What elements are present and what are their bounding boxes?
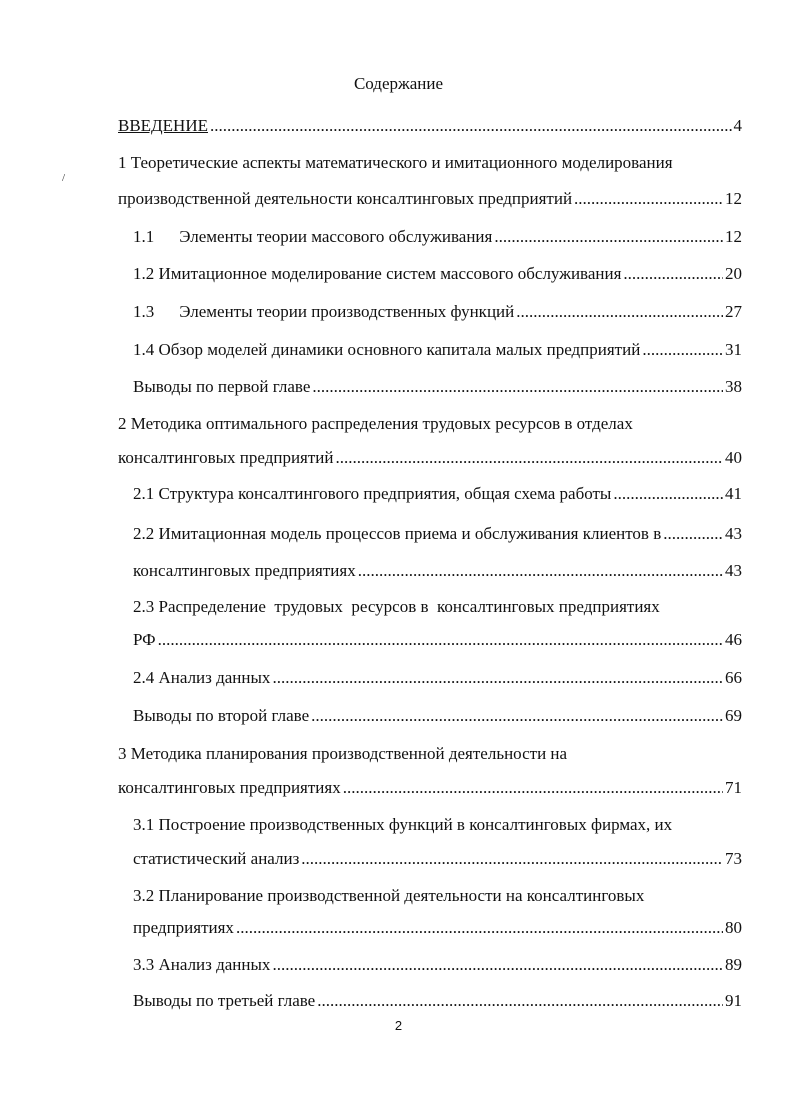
dot-leader [642,340,723,360]
toc-entry-1-1[interactable] [133,227,742,251]
toc-page-number: 41 [725,484,742,503]
toc-page-number: 89 [725,955,742,974]
toc-section-number: 1.1 [133,227,155,246]
dot-leader [311,706,723,726]
toc-entry-text: статистический анализ [133,849,300,868]
toc-page-number: 71 [725,778,742,797]
dot-leader [494,227,723,247]
toc-page-number: 27 [725,302,742,321]
toc-page-number: 12 [725,189,742,208]
toc-entry-1-3[interactable] [133,302,742,326]
toc-entry-text: консалтинговых предприятий [118,448,334,467]
toc-entry-ch3[interactable] [118,744,742,768]
page-number: 2 [394,1018,403,1033]
toc-entry-text: Элементы теории производственных функций [179,302,515,321]
toc-entry-text: 2.3 Распределение трудовых ресурсов в консалтинговых предприятиях [133,597,660,616]
toc-page-number: 46 [725,630,742,649]
toc-entry-conclusion-3[interactable] [133,991,742,1015]
toc-entry-2-1[interactable] [133,484,742,508]
toc-entry-1-4[interactable] [133,340,742,364]
toc-entry-text: производственной деятельности консалтинговых предприятий [118,189,573,208]
toc-entry-3-1-cont[interactable] [133,849,742,873]
toc-page-number: 43 [725,561,742,580]
toc-entry-text: ВВЕДЕНИЕ [118,116,208,135]
dot-leader [317,991,723,1011]
toc-page-number: 38 [725,377,742,396]
dot-leader [336,448,723,468]
toc-page-number: 66 [725,668,742,687]
toc-page-number: 43 [725,524,742,543]
toc-entry-2-2-cont[interactable] [133,561,742,585]
toc-entry-conclusion-1[interactable] [133,377,742,401]
toc-entry-text: консалтинговых предприятиях [118,778,341,797]
toc-title: Содержание [353,74,444,93]
toc-entry-text: 2.1 Структура консалтингового предприятия, общая схема работы [133,484,612,503]
toc-entry-text: 3 Методика планирования производственной деятельности на [118,744,568,763]
toc-entry-3-2[interactable] [133,886,742,910]
dot-leader [516,302,723,322]
dot-leader [210,116,732,136]
toc-entry-text: РФ [133,630,156,649]
toc-page-number: 31 [725,340,742,359]
margin-mark: / [62,172,66,184]
toc-entry-text: Выводы по второй главе [133,706,310,725]
toc-entry-text: 2.4 Анализ данных [133,668,271,687]
toc-entry-text: 2.2 Имитационная модель процессов приема и обслуживания клиентов в [133,524,662,543]
toc-entry-text: Элементы теории массового обслуживания [179,227,493,246]
dot-leader [272,668,723,688]
dot-leader [236,918,723,938]
toc-page-number: 69 [725,706,742,725]
toc-entry-text: консалтинговых предприятиях [133,561,356,580]
toc-entry-ch2-cont[interactable] [118,448,742,472]
toc-page-number: 91 [725,991,742,1010]
toc-entry-conclusion-2[interactable] [133,706,742,730]
toc-entry-ch1[interactable] [118,153,742,177]
toc-page-number: 4 [733,116,742,135]
toc-entry-text: Выводы по третьей главе [133,991,316,1010]
toc-entry-2-4[interactable] [133,668,742,692]
dot-leader [358,561,723,581]
toc-entry-text: Выводы по первой главе [133,377,311,396]
dot-leader [272,955,723,975]
toc-page-number: 12 [725,227,742,246]
dot-leader [613,484,723,504]
toc-entry-text: 2 Методика оптимального распределения трудовых ресурсов в отделах [118,414,633,433]
toc-section-number: 1.3 [133,302,155,321]
toc-entry-text: 1.2 Имитационное моделирование систем массового обслуживания [133,264,622,283]
toc-entry-text: 3.1 Построение производственных функций в консалтинговых фирмах, их [133,815,673,834]
toc-entry-text: 1.4 Обзор моделей динамики основного капитала малых предприятий [133,340,641,359]
toc-entry-text: 1 Теоретические аспекты математического и имитационного моделирования [118,153,673,172]
dot-leader [301,849,723,869]
dot-leader [343,778,723,798]
toc-entry-2-3[interactable] [133,597,742,621]
dot-leader [623,264,723,284]
toc-page-number: 73 [725,849,742,868]
toc-entry-2-2[interactable] [133,524,742,548]
toc-entry-intro[interactable] [118,116,742,140]
dot-leader [574,189,723,209]
dot-leader [158,630,723,650]
toc-entry-ch2[interactable] [118,414,742,438]
toc-page-number: 20 [725,264,742,283]
toc-entry-1-2[interactable] [133,264,742,288]
dot-leader [312,377,723,397]
toc-entry-3-3[interactable] [133,955,742,979]
toc-entry-3-2-cont[interactable] [133,918,742,942]
toc-entry-ch3-cont[interactable] [118,778,742,802]
toc-entry-text: 3.2 Планирование производственной деятельности на консалтинговых [133,886,645,905]
dot-leader [663,524,723,544]
toc-entry-3-1[interactable] [133,815,742,839]
toc-entry-text: 3.3 Анализ данных [133,955,271,974]
toc-entry-2-3-cont[interactable] [133,630,742,654]
toc-page-number: 40 [725,448,742,467]
toc-page-number: 80 [725,918,742,937]
toc-entry-text: предприятиях [133,918,234,937]
toc-entry-ch1-cont[interactable] [118,189,742,213]
